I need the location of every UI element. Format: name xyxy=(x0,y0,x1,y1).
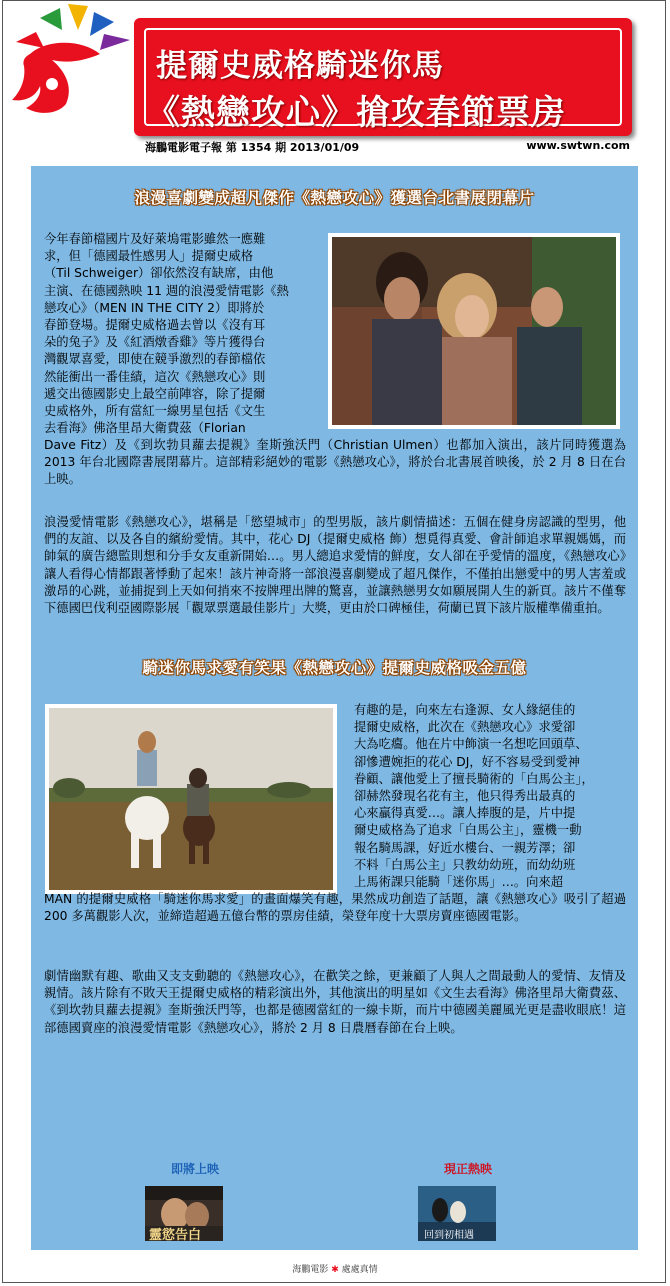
website-link[interactable]: www.swtwn.com xyxy=(526,139,630,152)
coming-soon-poster[interactable] xyxy=(145,1186,223,1241)
section1-para1-continued: Dave Fitz）及《到坎勃貝蘿去提親》奎斯強沃門（Christian Ulmen）也都加入演出，該片同時獲選為 2013 年台北國際書展閉幕片。這部精彩絕妙的電影《熱戀攻心》，將於台北書展首映後，於 2 月 8 日在台上映。 xyxy=(44,438,626,487)
text-line: 今年春節檔國片及好萊塢電影雖然一應難 xyxy=(44,232,266,246)
text-line: 然能衝出一番佳績，這次《熱戀攻心》則 xyxy=(44,369,266,384)
footer-right: 處處真情 xyxy=(341,1265,378,1275)
logo-ray-green xyxy=(40,8,62,30)
logo-glyph xyxy=(12,43,100,113)
section1-para1-lines xyxy=(44,231,328,437)
logo-ray-yellow xyxy=(68,4,88,30)
text-line: 主演、在德國熱映 11 週的浪漫愛情電影《熱 xyxy=(44,283,289,298)
text-line: 春節登場。提爾史威格過去曾以《沒有耳 xyxy=(44,318,266,333)
text-line: 報名騎馬課，好近水樓台、一親芳澤；卻 xyxy=(354,840,576,855)
text-line: 有趣的是，向來左右逢源、女人緣絕佳的 xyxy=(354,703,576,717)
text-line: 史威格外，所有當紅一線男星包括《文生 xyxy=(44,404,266,419)
movie-still-horses xyxy=(45,704,337,894)
footer xyxy=(0,1262,670,1275)
logo-ray-purple xyxy=(100,34,130,50)
text-line: 大為吃癟。他在片中飾演一名想吃回頭草、 xyxy=(354,737,588,752)
section2-para1-continued: MAN 的提爾史威格「騎迷你馬求愛」的畫面爆笑有趣，果然成功創造了話題，讓《熱戀攻心》吸引了超過 200 多萬觀影人次，並締造超過五億台幣的票房佳績，榮登年度十大票房賣座德國電影。 xyxy=(44,892,626,924)
text-line: 不料「白馬公主」只教幼幼班，而幼幼班 xyxy=(354,857,576,872)
movie-still-horses-image xyxy=(49,708,333,890)
text-line: 去看海》佛洛里昂大衛費茲（Florian xyxy=(44,421,246,436)
text-line: 求，但「德國最性感男人」提爾史威格 xyxy=(44,249,254,264)
section1-para2: 浪漫愛情電影《熱戀攻心》，堪稱是「慾望城市」的型男版，該片劇情描述：五個在健身房認識的型男，他們的友誼、以及各自的繽紛愛情。其中，花心 DJ（提爾史威格 飾）想覓得真愛、會計師追求單親媽媽，而帥氣的廣告總監則想和分手女友重新開始…。男人總追求愛情的鮮度，女人卻在乎愛情的溫度，《熱戀攻心》讓人看得心情都跟著悸動了起來！該片神奇將一部浪漫喜劇變成了超凡傑作，不僅拍出戀愛中的男人害羞或激昂的心跳，並捕捉到上天如何捎來不按牌理出牌的驚喜，並讓熱戀男女如願展開人生的新頁。該片不僅奪下德國巴伐利亞國際影展「觀眾票選最佳影片」大獎，更由於口碑極佳，荷蘭已買下該片版權準備重拍。 xyxy=(44,515,626,616)
headline-line1: 提爾史威格騎迷你馬 xyxy=(156,48,444,84)
text-line: 眷顧、讓他愛上了擅長騎術的「白馬公主」， xyxy=(354,771,594,786)
issue-info: 海鵬電影電子報 第 1354 期 2013/01/09 xyxy=(145,141,360,154)
logo-ray-red xyxy=(16,32,44,48)
section2-para2: 劇情幽默有趣、歌曲又支支動聽的《熱戀攻心》，在歡笑之餘，更兼顧了人與人之間最動人的愛情、友情及親情。該片除有不敗天王提爾史威格的精彩演出外，其他演出的明星如《文生去看海》佛洛里昂大衛費茲、《到坎勃貝蘿去提親》奎斯強沃門等，也都是德國當紅的一線卡斯，而片中德國美麗風光更是盡收眼底！這部德國賣座的浪漫愛情電影《熱戀攻心》，將於 2 月 8 日農曆春節在台上映。 xyxy=(44,969,626,1035)
text-line: 遞交出德國影史上最空前陣容，除了提爾 xyxy=(44,386,266,401)
now-showing-poster-title: 回到初相遇 xyxy=(424,1230,474,1241)
text-line: 上馬術課只能騎「迷你馬」…。向來超 xyxy=(354,875,564,890)
text-line: 心來贏得真愛…。讓人捧腹的是，片中提 xyxy=(354,806,576,821)
now-showing-poster[interactable] xyxy=(418,1186,496,1241)
text-line: 提爾史威格，此次在《熱戀攻心》求愛卻 xyxy=(354,720,576,735)
logo-ray-blue xyxy=(90,12,114,36)
movie-still-couple xyxy=(328,233,620,429)
headline-frame xyxy=(144,28,622,133)
brand-logo xyxy=(0,0,140,120)
footer-left: 海鵬電影 xyxy=(292,1265,329,1275)
headline-banner xyxy=(134,18,632,136)
text-line: 卻赫然發現名花有主，他只得秀出最真的 xyxy=(354,789,576,804)
footer-logo-icon: ✱ xyxy=(331,1265,339,1275)
headline-line2: 《熱戀攻心》搶攻春節票房 xyxy=(146,93,566,133)
text-line: （Til Schweiger）卻依然沒有缺席，由他 xyxy=(44,266,274,281)
text-line: 灣觀眾喜愛，即使在競爭激烈的春節檔依 xyxy=(44,352,266,367)
text-line: 卻慘遭婉拒的花心 DJ，好不容易受到愛神 xyxy=(354,754,581,769)
coming-soon-poster-title: 靈慾告白 xyxy=(149,1228,202,1241)
text-line: 爾史威格為了追求「白馬公主」，靈機一動 xyxy=(354,823,582,838)
logo-dot xyxy=(46,78,58,90)
section2-heading: 騎迷你馬求愛有笑果《熱戀攻心》提爾史威格吸金五億 xyxy=(142,659,527,677)
text-line: 朵的兔子》及《紅酒燉香雞》等片獲得台 xyxy=(44,335,266,350)
section2-para1-lines xyxy=(354,702,630,891)
movie-still-couple-image xyxy=(332,237,616,425)
coming-soon-label: 即將上映 xyxy=(171,1162,220,1176)
now-showing-label: 現正熱映 xyxy=(444,1162,493,1176)
text-line: 戀攻心》（MEN IN THE CITY 2）即將於 xyxy=(44,300,265,315)
section1-heading: 浪漫喜劇變成超凡傑作《熱戀攻心》獲選台北書展閉幕片 xyxy=(134,189,535,207)
article-panel xyxy=(31,166,638,1250)
